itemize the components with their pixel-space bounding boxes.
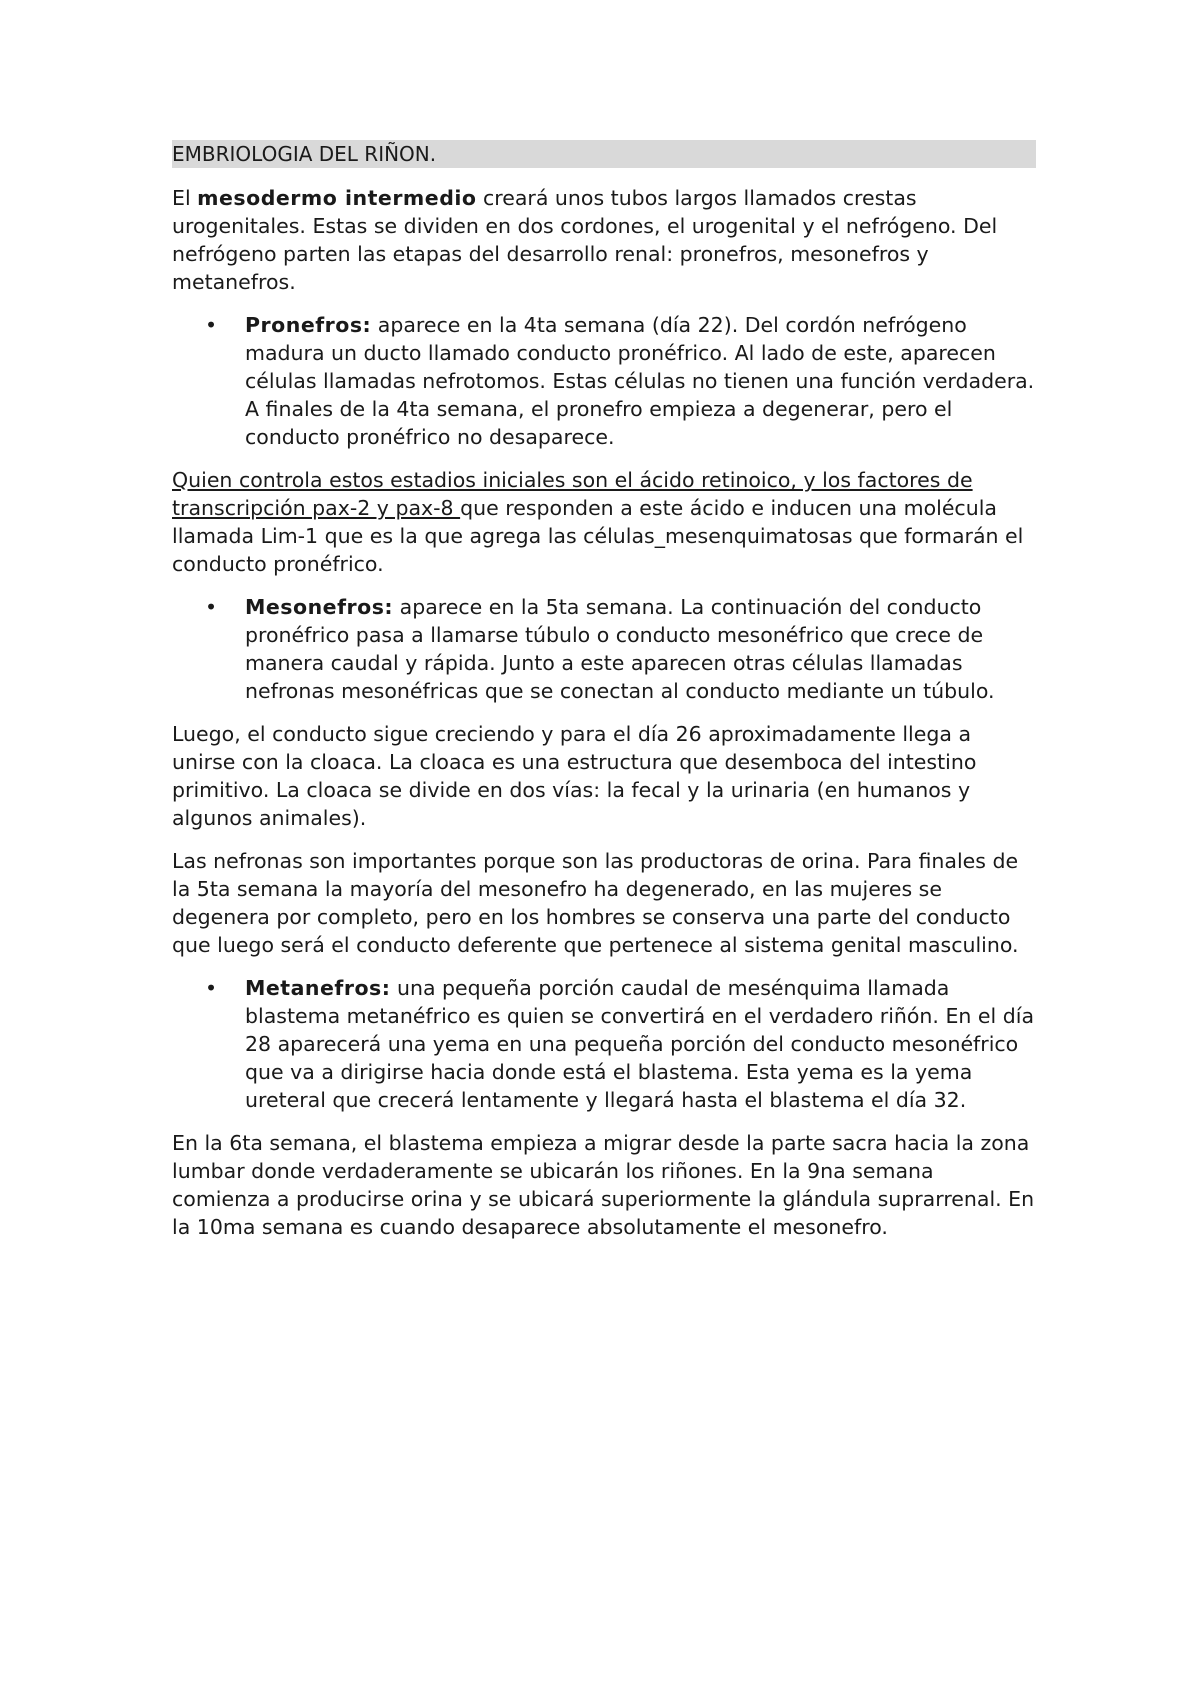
cloaca-paragraph: Luego, el conducto sigue creciendo y para el día 26 aproximadamente llega a unirse con la cloaca. La cloaca es una estructura que desemboca del intestino primitivo. La cloaca se divide en dos vías: la fecal y la urinaria (en humanos y algunos animales). [172,722,977,830]
metanefros-term: Metanefros: [245,976,391,1000]
pronefros-text: aparece en la 4ta semana (día 22). Del cordón nefrógeno madura un ducto llamado conducto pronéfrico. Al lado de este, aparecen células llamadas nefrotomos. Estas células no tienen una función verdadera. A finales de la 4ta semana, el pronefro empieza a degenerar, pero el conducto pronéfrico no desaparece. [245,313,1035,449]
control-rest: que responden a este ácido e inducen una molécula llamada Lim-1 que es la que agrega las células_mesenquimatosas que formarán el conducto pronéfrico. [172,496,1024,576]
bullet-icon: • [205,313,218,337]
intro-paragraph [172,184,1036,296]
document-title: EMBRIOLOGIA DEL RIÑON. [172,140,1036,168]
intro-after: creará unos tubos largos llamados crestas urogenitales. Estas se dividen en dos cordones, el urogenital y el nefrógeno. Del nefrógeno parten las etapas del desarrollo renal: pronefros, mesonefros y metanefros. [172,186,998,294]
mesonefros-item [205,593,1036,705]
mesonefros-text: aparece en la 5ta semana. La continuación del conducto pronéfrico pasa a llamarse túbulo o conducto mesonéfrico que crece de manera caudal y rápida. Junto a este aparecen otras células llamadas nefronas mesonéfricas que se conectan al conducto mediante un túbulo. [245,595,995,703]
metanefros-text: una pequeña porción caudal de mesénquima llamada blastema metanéfrico es quien se convertirá en el verdadero riñón. En el día 28 aparecerá una yema en una pequeña porción del conducto mesonéfrico que va a dirigirse hacia donde está el blastema. Esta yema es la yema ureteral que crecerá lentamente y llegará hasta el blastema el día 32. [245,976,1034,1112]
document-page [172,140,1036,1256]
metanefros-item [205,974,1036,1114]
bullet-icon: • [205,595,218,619]
control-paragraph [172,466,1036,578]
nefronas-paragraph: Las nefronas son importantes porque son las productoras de orina. Para finales de la 5ta semana la mayoría del mesonefro ha degenerado, en las mujeres se degenera por completo, pero en los hombres se conserva una parte del conducto que luego será el conducto deferente que pertenece al sistema genital masculino. [172,849,1019,957]
intro-bold-term: mesodermo intermedio [197,186,477,210]
pronefros-term: Pronefros: [245,313,372,337]
final-paragraph: En la 6ta semana, el blastema empieza a migrar desde la parte sacra hacia la zona lumbar donde verdaderamente se ubicarán los riñones. En la 9na semana comienza a producirse orina y se ubicará superiormente la glándula suprarrenal. En la 10ma semana es cuando desaparece absolutamente el mesonefro. [172,1131,1035,1239]
intro-before: El [172,186,198,210]
pronefros-list [172,311,1036,451]
control-underlined: Quien controla estos estadios iniciales son el ácido retinoico, y los factores de transcripción pax-2 y pax-8 [172,468,973,520]
mesonefros-term: Mesonefros: [245,595,394,619]
pronefros-item [205,311,1036,451]
mesonefros-list [172,593,1036,705]
bullet-icon: • [205,976,218,1000]
metanefros-list [172,974,1036,1114]
